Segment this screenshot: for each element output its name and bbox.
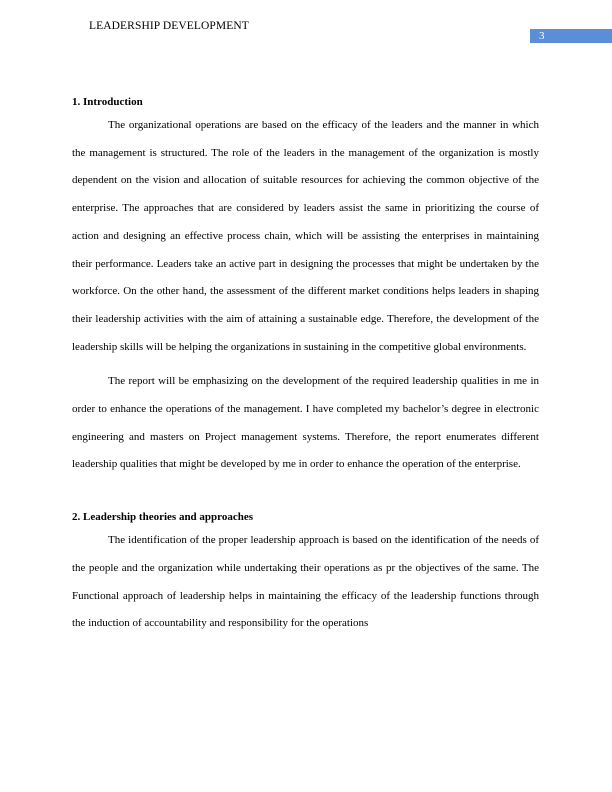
section-heading-leadership-theories: 2. Leadership theories and approaches [72, 511, 254, 524]
section-heading-introduction: 1. Introduction [72, 96, 143, 108]
page-number: 3 [530, 29, 612, 43]
paragraph: The report will be emphasizing on the development of the required leadership qualities in me in order to enhance the operations of the management. I have completed my bachelor’s degree in electronic engineering and masters on Project management systems. Therefore, the report enumerates different leadership qualities that might be developed by me in order to enhance the operation of the enterprise. [72, 375, 539, 471]
paragraph: The identification of the proper leadership approach is based on the identification of the needs of the people and the organization while undertaking their operations as pr the objectives of the same. The Functional approach of leadership helps in maintaining the efficacy of the leadership functions through the induction of accountability and responsibility for the operations [72, 534, 539, 630]
paragraph: The organizational operations are based on the efficacy of the leaders and the manner in which the management is structured. The role of the leaders in the management of the organization is mostly dependent on the vision and allocation of suitable resources for achieving the common objective of the enterprise. The approaches that are considered by leaders assist the same in prioritizing the course of action and designing an effective process chain, which will be assisting the enterprises in maintaining their performance. Leaders take an active part in designing the processes that might be undertaken by the workforce. On the other hand, the assessment of the different market conditions helps leaders in shaping their leadership activities with the aim of attaining a sustainable edge. Therefore, the development of the leadership skills will be helping the organizations in sustaining in the competitive global environments. [72, 119, 539, 353]
running-head: LEADERSHIP DEVELOPMENT [89, 20, 249, 32]
document-body [72, 92, 539, 638]
